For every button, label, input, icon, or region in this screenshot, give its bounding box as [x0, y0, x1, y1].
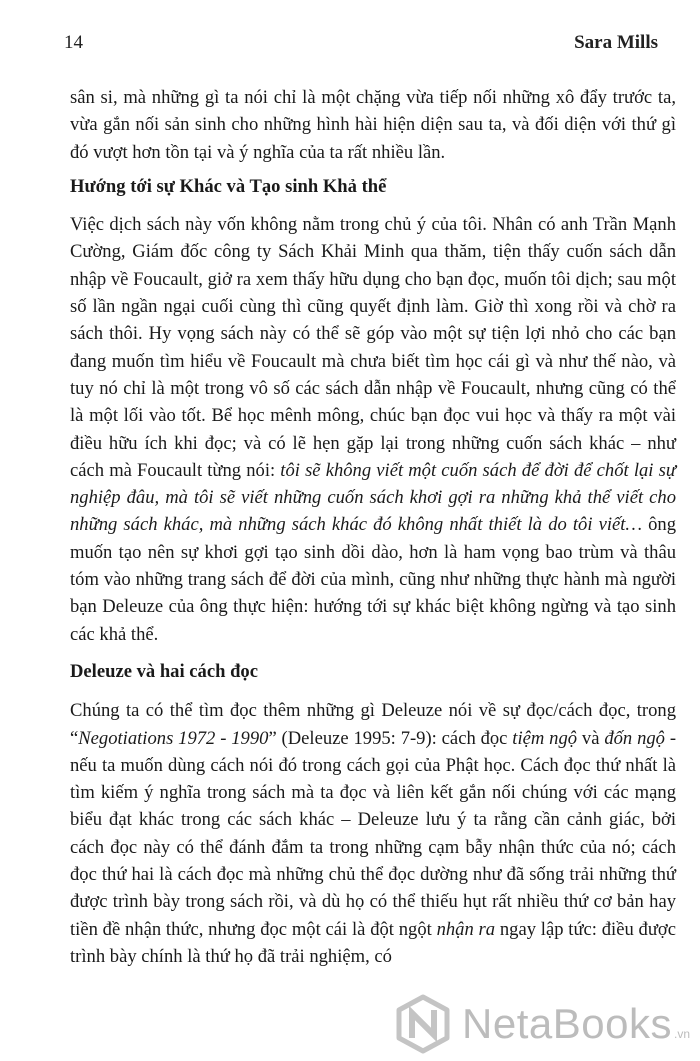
term-don-ngo: đốn ngộ — [604, 727, 665, 749]
text-run: - nếu ta muốn dùng cách nói đó trong cách gọi của Phật học. Cách đọc thứ nhất là tìm kiếm ý nghĩa trong sách mà ta đọc và liên kết gắn nối chúng với các mạng biểu đạt khác trong các sách khác – Deleuze lưu ý ta rằng cần cảnh giác, bởi cách đọc này có thể đánh đắm ta trong những cạm bẫy nhận thức của nó; cách đọc thứ hai là cách đọc mà những chủ thể đọc dường như đã sống trải những thứ được trình bày trong sách rồi, và dù họ có thể thiếu hụt rất nhiều thứ cơ bản hay tiền đề nhận thức, nhưng đọc một cái là đột ngột — [70, 727, 677, 940]
watermark-suffix: .vn — [673, 1027, 690, 1041]
text-run: ngay lập tức: điều được trình bày chính là thứ họ đã trải nghiệm, có — [70, 918, 677, 967]
paragraph-continuation: sân si, mà những gì ta nói chỉ là một chặng vừa tiếp nối những xô đẩy trước ta, vừa gắn nối sản sinh cho những hình hài hiện diện sau ta, và đối diện với thứ gì đó vượt hơn tồn tại và ý nghĩa của ta rất nhiều lần. — [70, 87, 676, 163]
text-run: và — [577, 727, 605, 749]
netabooks-logo-icon — [392, 993, 454, 1055]
page-number: 14 — [64, 32, 83, 53]
term-nhan-ra: nhận ra — [436, 918, 496, 940]
watermark-text: NetaBooks — [462, 1000, 672, 1047]
section-heading-deleuze: Deleuze và hai cách đọc — [70, 660, 258, 682]
body-text — [70, 84, 676, 970]
paragraph-translation-note — [70, 211, 676, 648]
paragraph-deleuze-reading — [70, 697, 676, 970]
running-head-author: Sara Mills — [574, 32, 658, 53]
term-tiem-ngo: tiệm ngộ — [512, 727, 578, 749]
text-run: Việc dịch sách này vốn không nằm trong chủ ý của tôi. Nhân có anh Trần Mạnh Cường, Giám đốc công ty Sách Khải Minh qua thăm, tiện thấy cuốn sách dẫn nhập về Foucault, giở ra xem thấy hữu dụng cho bạn đọc, muốn tôi dịch; sau một số lần ngần ngại cuối cùng thì cũng quyết định làm. Giờ thì xong rồi và chờ ra sách thôi. Hy vọng sách này có thể sẽ góp vào một sự tiện lợi nhỏ cho các bạn đang muốn tìm hiểu về Foucault mà chưa biết tìm học cái gì và như thế nào, và tuy nó chỉ là một trong vô số các sách dẫn nhập về Foucault, nhưng cũng có thể là một lối vào tốt. Bể học mênh mông, chúc bạn đọc vui học và thấy ra một vài điều hữu ích khi đọc; và có lẽ hẹn gặp lại trong những cuốn sách khác – như cách mà Foucault từng nói: — [70, 214, 676, 481]
text-run: ông muốn tạo nên sự khơi gợi tạo sinh dồi dào, hơn là ham vọng bao trùm và thâu tóm vào những trang sách để đời của mình, cũng như những thực hành mà người bạn Deleuze của ông thực hiện: hướng tới sự khác biệt không ngừng và tạo sinh các khả thể. — [70, 514, 676, 645]
book-title-negotiations: Negotiations 1972 - 1990 — [78, 727, 269, 749]
text-run: ” (Deleuze 1995: 7-9): cách đọc — [268, 727, 513, 749]
foucault-quote: tôi sẽ không viết một cuốn sách để đời để chốt lại sự nghiệp đâu, mà tôi sẽ viết những cuốn sách khơi gợi ra những khả thể viết cho những sách khác, mà những sách khác đó không nhất thiết là do tôi viết… — [70, 459, 676, 536]
netabooks-watermark — [392, 989, 690, 1059]
text-run: Chúng ta có thể tìm đọc thêm những gì Deleuze nói về sự đọc/cách đọc, trong “ — [70, 700, 676, 749]
section-heading-difference: Hướng tới sự Khác và Tạo sinh Khả thể — [70, 175, 387, 197]
